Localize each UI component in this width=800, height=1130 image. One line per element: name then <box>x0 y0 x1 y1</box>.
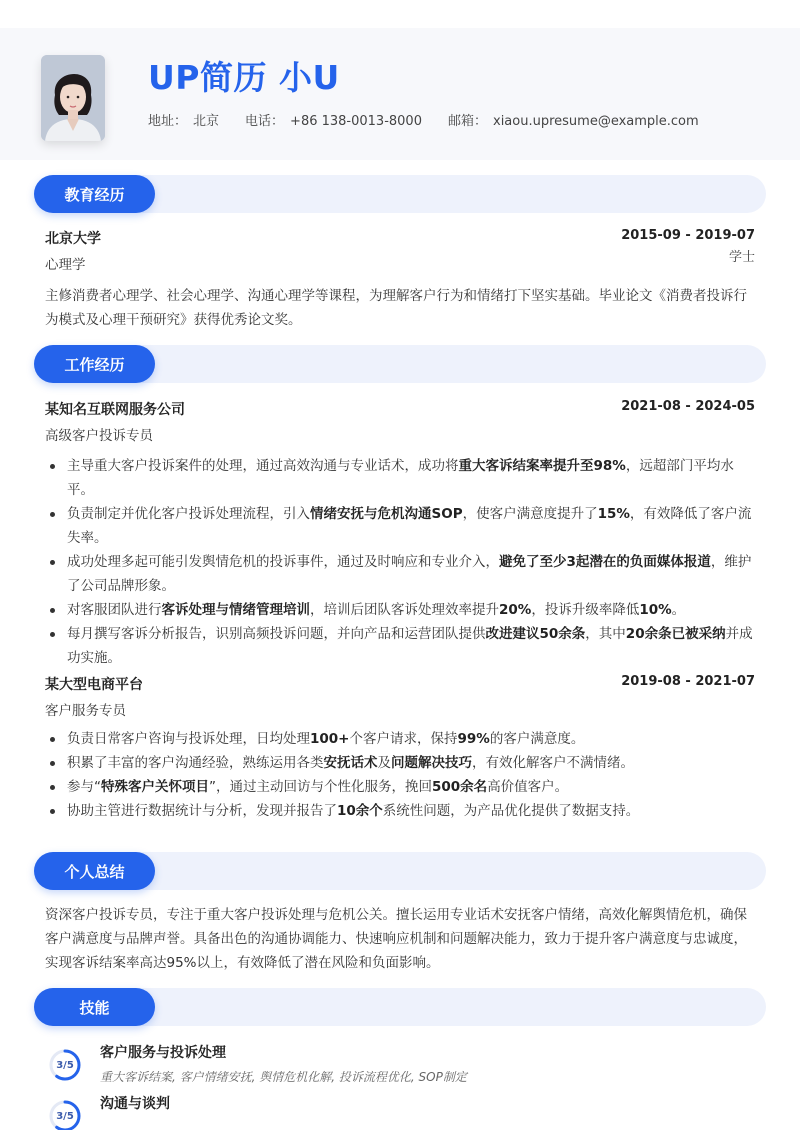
bullet-item: 负责制定并优化客户投诉处理流程，引入情绪安抚与危机沟通SOP，使客户满意度提升了15%，有效降低了客户流失率。 <box>45 502 755 550</box>
job-header <box>45 399 755 419</box>
contact-value: +86 138-0013-8000 <box>290 114 422 129</box>
company-name: 某大型电商平台 <box>45 677 143 693</box>
school-name: 北京大学 <box>45 231 101 247</box>
bullet-item: 主导重大客户投诉案件的处理，通过高效沟通与专业话术，成功将重大客诉结案率提升至98%，远超部门平均水平。 <box>45 454 755 502</box>
skill-level: 3/5 <box>56 1059 74 1071</box>
contact-phone <box>245 113 422 131</box>
skill-name: 客户服务与投诉处理 <box>100 1045 226 1061</box>
bullet-item: 每月撰写客诉分析报告，识别高频投诉问题，并向产品和运营团队提供改进建议50余条，其中20余条已被采纳并成功实施。 <box>45 622 755 670</box>
job-position: 客户服务专员 <box>45 703 126 719</box>
job-bullets <box>45 727 755 823</box>
education-date: 2015-09 - 2019-07 <box>621 228 755 243</box>
contact-info <box>148 113 699 131</box>
section-title: 个人总结 <box>34 852 155 890</box>
major-row <box>45 253 755 273</box>
skill-description: 重大客诉结案, 客户情绪安抚, 舆情危机化解, 投诉流程优化, SOP制定 <box>100 1070 467 1084</box>
education-entry <box>45 228 755 248</box>
degree: 学士 <box>728 250 755 265</box>
section-title: 教育经历 <box>34 175 155 213</box>
bullet-item: 积累了丰富的客户沟通经验，熟练运用各类安抚话术及问题解决技巧，有效化解客户不满情绪。 <box>45 751 755 775</box>
contact-address <box>148 113 219 131</box>
job-position: 高级客户投诉专员 <box>45 428 153 444</box>
summary-text: 资深客户投诉专员，专注于重大客户投诉处理与危机公关。擅长运用专业话术安抚客户情绪，高效化解舆情危机，确保客户满意度与品牌声誉。具备出色的沟通协调能力、快速响应机制和问题解决能力，致力于提升客户满意度与忠诚度，实现客诉结案率高达95%以上，有效降低了潜在风险和负面影响。 <box>45 907 747 971</box>
bullet-item: 参与“特殊客户关怀项目”，通过主动回访与个性化服务，挽回500余名高价值客户。 <box>45 775 755 799</box>
skill-level: 3/5 <box>56 1110 74 1122</box>
resume-header <box>0 28 800 160</box>
job-bullets <box>45 454 755 670</box>
contact-value: 北京 <box>193 114 220 129</box>
skill-name: 沟通与谈判 <box>100 1096 170 1112</box>
company-name: 某知名互联网服务公司 <box>45 402 185 418</box>
section-header-work <box>34 345 766 383</box>
section-title: 工作经历 <box>34 345 155 383</box>
section-header-summary <box>34 852 766 890</box>
contact-label: 地址： <box>148 114 188 129</box>
bullet-item: 对客服团队进行客诉处理与情绪管理培训，培训后团队客诉处理效率提升20%，投诉升级率降低10%。 <box>45 598 755 622</box>
section-header-skills <box>34 988 766 1026</box>
bullet-item: 协助主管进行数据统计与分析，发现并报告了10余个系统性问题，为产品优化提供了数据支持。 <box>45 799 755 823</box>
candidate-name: UP简历 小U <box>148 58 340 97</box>
job-date: 2019-08 - 2021-07 <box>621 674 755 689</box>
profile-photo <box>41 55 105 141</box>
job-date: 2021-08 - 2024-05 <box>621 399 755 414</box>
section-title: 技能 <box>34 988 155 1026</box>
contact-label: 邮箱： <box>447 114 487 129</box>
job-header <box>45 674 755 694</box>
bullet-item: 负责日常客户咨询与投诉处理，日均处理100+个客户请求，保持99%的客户满意度。 <box>45 727 755 751</box>
bullet-item: 成功处理多起可能引发舆情危机的投诉事件，通过及时响应和专业介入，避免了至少3起潜在的负面媒体报道，维护了公司品牌形象。 <box>45 550 755 598</box>
education-description: 主修消费者心理学、社会心理学、沟通心理学等课程，为理解客户行为和情绪打下坚实基础。毕业论文《消费者投诉行为模式及心理干预研究》获得优秀论文奖。 <box>45 288 747 328</box>
contact-label: 电话： <box>245 114 285 129</box>
section-header-education <box>34 175 766 213</box>
contact-value: xiaou.upresume@example.com <box>493 114 699 129</box>
contact-email <box>448 113 699 131</box>
major: 心理学 <box>45 257 86 273</box>
